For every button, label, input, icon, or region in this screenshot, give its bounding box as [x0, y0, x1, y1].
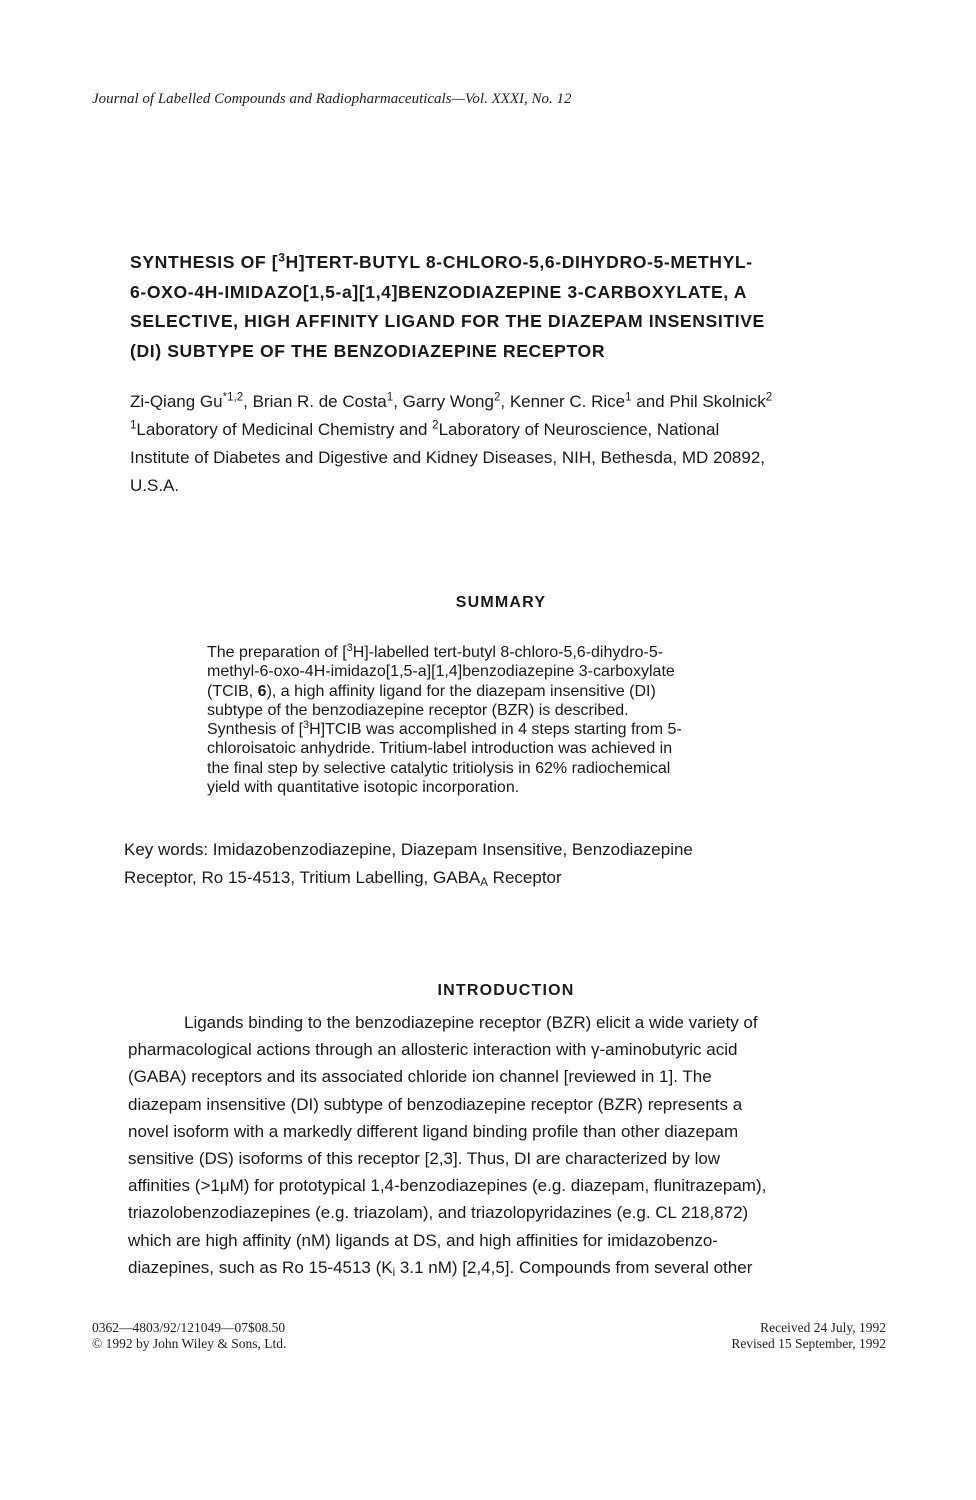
footer-right	[731, 1320, 886, 1352]
intro-line: triazolobenzodiazepines (e.g. triazolam), and triazolopyridazines (e.g. CL 218,872)	[128, 1203, 749, 1223]
abstract-line: yield with quantitative isotopic incorporation.	[207, 779, 520, 797]
affiliation-line-1: $^1$Laboratory of Medicinal Chemistry and $^2$Laboratory of Neuroscience, National	[130, 419, 720, 439]
revised-date: Revised 15 September, 1992	[731, 1336, 886, 1351]
article-code: 0362—4803/92/121049—07$08.50	[92, 1320, 286, 1335]
intro-line: diazepam insensitive (DI) subtype of benzodiazepine receptor (BZR) represents a	[128, 1094, 743, 1114]
summary-heading: SUMMARY	[455, 594, 547, 611]
intro-line: (GABA) receptors and its associated chloride ion channel [reviewed in 1]. The	[128, 1067, 712, 1087]
intro-line: affinities (>1μM) for prototypical 1,4-benzodiazepines (e.g. diazepam, flunitrazepam),	[128, 1176, 767, 1196]
abstract-line: methyl-6-oxo-4H-imidazo[1,5-a][1,4]benzodiazepine 3-carboxylate	[207, 663, 675, 681]
author-list: Zi-Qiang Gu$^{*1,2}$, Brian R. de Costa$^1$, Garry Wong$^2$, Kenner C. Rice$^1$ and Phil Skolnick$^2$	[130, 391, 773, 411]
keywords-line-2: Receptor, Ro 15-4513, Tritium Labelling, $GABA_A$ Receptor	[124, 868, 562, 889]
keywords-line-1: Key words: Imidazobenzodiazepine, Diazepam Insensitive, Benzodiazepine	[124, 840, 693, 859]
affiliation-line-3: U.S.A.	[130, 476, 180, 495]
paper-title	[130, 248, 870, 366]
title-line-2: 6-OXO-4H-IMIDAZO[1,5-a][1,4]BENZODIAZEPINE 3-CARBOXYLATE, A	[130, 281, 748, 302]
intro-line: diazepines, such as Ro 15-4513 ($K_i$ 3.1 nM) [2,4,5]. Compounds from several other	[128, 1257, 753, 1279]
intro-line: sensitive (DS) isoforms of this receptor [2,3]. Thus, DI are characterized by low	[128, 1149, 721, 1169]
received-date: Received 24 July, 1992	[760, 1320, 886, 1335]
intro-line: which are high affinity (nM) ligands at DS, and high affinities for imidazobenzo-	[128, 1230, 718, 1250]
affiliation-line-2: Institute of Diabetes and Digestive and Kidney Diseases, NIH, Bethesda, MD 20892,	[130, 448, 766, 467]
abstract-line: chloroisatoic anhydride. Tritium-label introduction was achieved in	[207, 740, 673, 758]
abstract	[207, 643, 807, 797]
footer-left	[92, 1320, 286, 1352]
journal-header: Journal of Labelled Compounds and Radiopharmaceuticals—Vol. XXXI, No. 12	[92, 91, 572, 107]
abstract-line: The preparation of [$^3$H]-labelled tert-butyl 8-chloro-5,6-dihydro-5-	[207, 642, 664, 661]
intro-line: Ligands binding to the benzodiazepine receptor (BZR) elicit a wide variety of	[184, 1013, 758, 1032]
copyright-notice: © 1992 by John Wiley & Sons, Ltd.	[92, 1336, 287, 1351]
abstract-line: subtype of the benzodiazepine receptor (BZR) is described.	[207, 701, 629, 719]
introduction-heading: INTRODUCTION	[437, 982, 575, 999]
intro-line: pharmacological actions through an allosteric interaction with γ-aminobutyric acid	[128, 1040, 738, 1060]
author-block	[130, 388, 890, 500]
abstract-line: Synthesis of [$^3$H]TCIB was accomplished in 4 steps starting from 5-	[207, 719, 682, 739]
abstract-line: the final step by selective catalytic tritiolysis in 62% radiochemical	[207, 759, 671, 777]
abstract-line: (TCIB, 6), a high affinity ligand for the diazepam insensitive (DI)	[207, 682, 656, 700]
keywords	[124, 836, 884, 892]
intro-line: novel isoform with a markedly different ligand binding profile than other diazepam	[128, 1121, 739, 1141]
title-line-3: SELECTIVE, HIGH AFFINITY LIGAND FOR THE DIAZEPAM INSENSITIVE	[130, 311, 765, 331]
title-line-4: (DI) SUBTYPE OF THE BENZODIAZEPINE RECEPTOR	[130, 340, 606, 361]
title-line-1: SYNTHESIS OF [$^3$H]TERT-BUTYL 8-CHLORO-5,6-DIHYDRO-5-METHYL-	[130, 250, 753, 272]
introduction-body	[128, 1009, 888, 1281]
